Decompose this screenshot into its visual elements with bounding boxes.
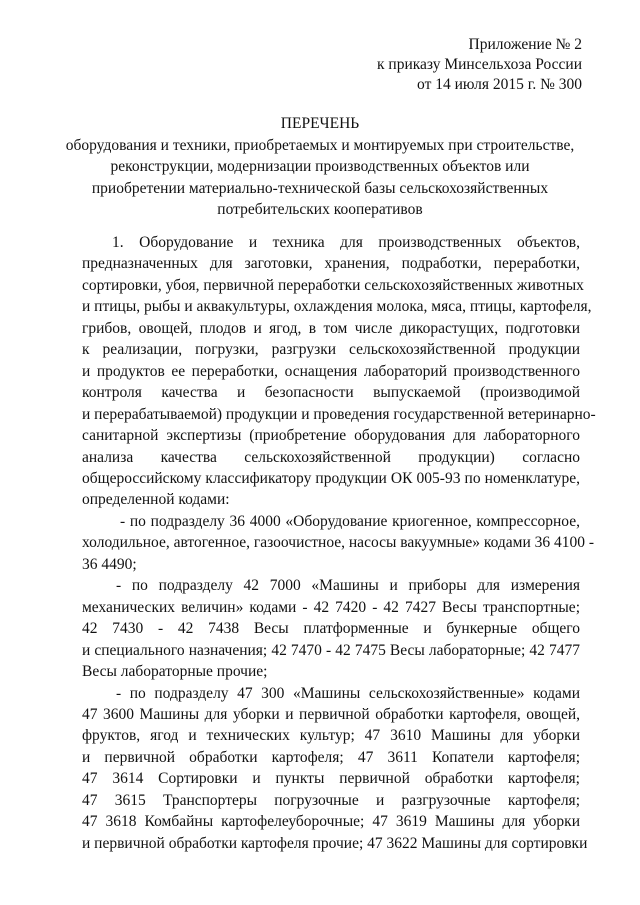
list-item-line: холодильное, автогенное, газоочистное, насосы вакуумные» кодами 36 4100 - — [82, 534, 595, 552]
title-line: потребительских кооперативов — [217, 201, 423, 218]
title-line: оборудования и техники, приобретаемых и монтируемых при строительстве, — [65, 136, 575, 154]
order-date: от 14 июля 2015 г. № 300 — [417, 76, 582, 93]
list-item-line: Весы лабораторные прочие; — [82, 663, 268, 681]
list-item-line: и специального назначения; 42 7470 - 42 7475 Весы лабораторные; 42 7477 — [82, 641, 580, 659]
appendix-number: Приложение № 2 — [468, 36, 582, 53]
body-line: и продуктов ее переработки, оснащения лабораторий производственного — [82, 362, 580, 380]
document-body — [82, 232, 596, 854]
body-line: к реализации, погрузки, разгрузки сельскохозяйственной продукции — [82, 341, 580, 359]
list-item-line: - по подразделу 47 300 «Машины сельскохозяйственные» кодами — [116, 684, 580, 702]
body-line: 1. Оборудование и техника для производственных объектов, — [112, 234, 580, 251]
body-line: и птицы, рыбы и аквакультуры, охлаждения молока, мяса, птицы, картофеля, — [82, 298, 592, 316]
body-line: общероссийскому классификатору продукции ОК 005-93 по номенклатуре, — [82, 469, 580, 487]
list-item-line: 47 3600 Машины для уборки и первичной обработки картофеля, овощей, — [82, 705, 580, 723]
appendix-header — [377, 35, 582, 95]
list-item-line: фруктов, ягод и технических культур; 47 3610 Машины для уборки — [82, 727, 580, 745]
title-line: приобретении материально-технической базы сельскохозяйственных — [91, 179, 549, 197]
order-reference: к приказу Минсельхоза России — [377, 56, 582, 73]
list-item-line: и первичной обработки картофеля; 47 3611 Копатели картофеля; — [82, 748, 580, 766]
title-heading: ПЕРЕЧЕНЬ — [280, 115, 360, 132]
list-item-line: - по подразделу 36 4000 «Оборудование криогенное, компрессорное, — [120, 512, 580, 530]
list-item-line: - по подразделу 42 7000 «Машины и приборы для измерения — [116, 577, 580, 595]
body-line: определенной кодами: — [82, 491, 230, 509]
body-line: грибов, овощей, плодов и ягод, в том числе дикорастущих, подготовки — [82, 319, 580, 337]
title-line: реконструкции, модернизации производственных объектов или — [110, 158, 530, 175]
body-line: сортировки, убоя, первичной переработки сельскохозяйственных животных — [82, 276, 584, 294]
body-line: санитарной экспертизы (приобретение оборудования для лабораторного — [82, 427, 580, 445]
list-item-line: 42 7430 - 42 7438 Весы платформенные и бункерные общего — [82, 620, 580, 638]
list-item-line: и первичной обработки картофеля прочие; 47 3622 Машины для сортировки — [82, 834, 588, 852]
body-line: и перерабатываемой) продукции и проведения государственной ветеринарно- — [82, 405, 596, 423]
body-line: анализа качества сельскохозяйственной продукции) согласно — [82, 448, 580, 466]
list-item-line: 47 3614 Сортировки и пункты первичной обработки картофеля; — [82, 770, 580, 788]
list-item-line: 47 3618 Комбайны картофелеуборочные; 47 3619 Машины для уборки — [82, 813, 580, 831]
body-line: предназначенных для заготовки, хранения, подработки, переработки, — [82, 255, 580, 273]
document-title — [40, 113, 600, 221]
list-item-line: 47 3615 Транспортеры погрузочные и разгрузочные картофеля; — [82, 791, 580, 809]
list-item-line: 36 4490; — [82, 555, 137, 573]
body-line: контроля качества и безопасности выпускаемой (производимой — [82, 384, 580, 402]
list-item-line: механических величин» кодами - 42 7420 - 42 7427 Весы транспортные; — [82, 598, 580, 616]
